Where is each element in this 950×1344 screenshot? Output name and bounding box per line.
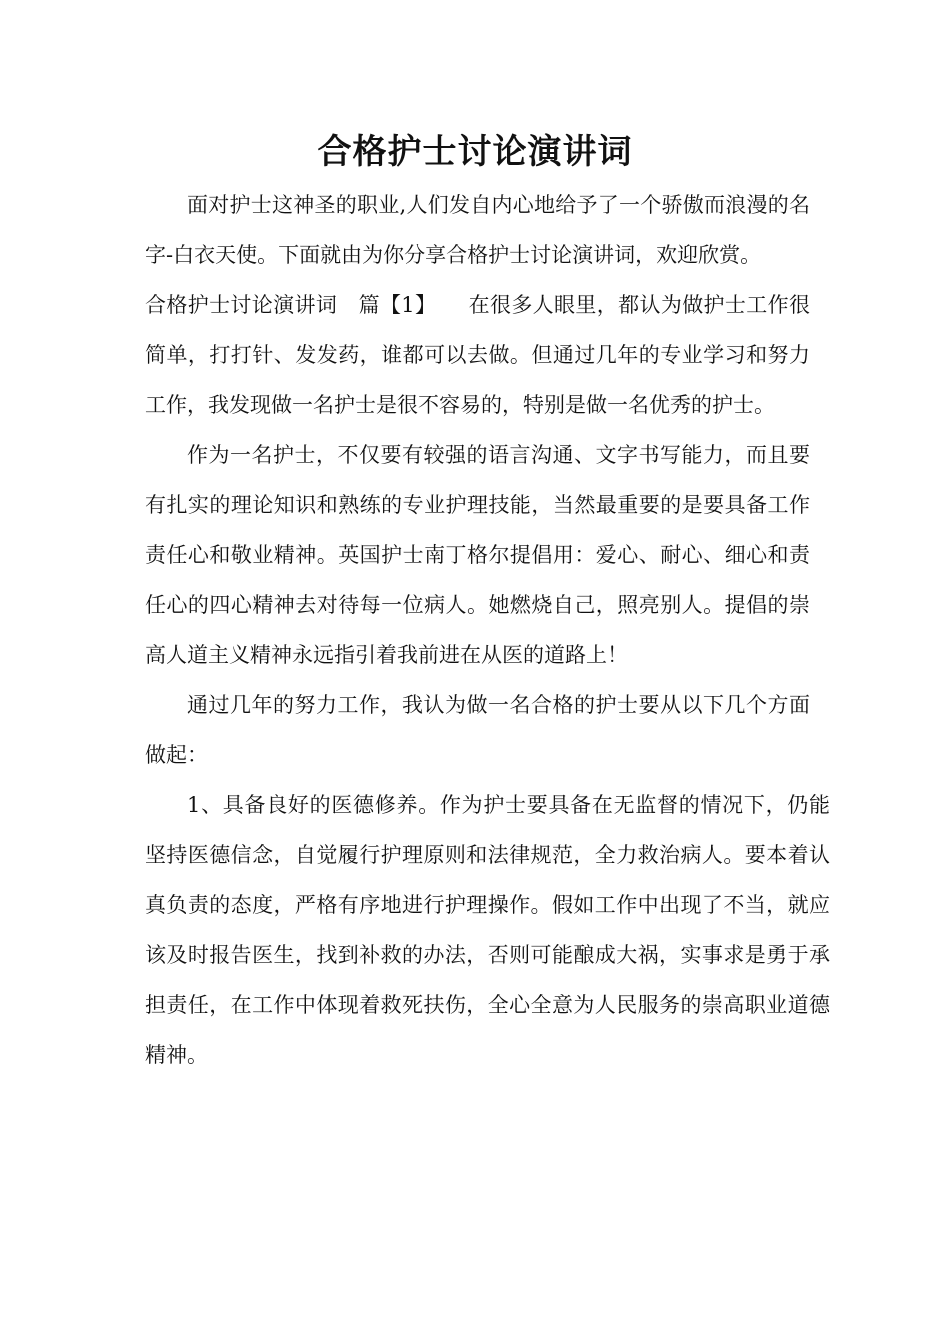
section-1-paragraph xyxy=(145,280,810,430)
intro-paragraph: 面对护士这神圣的职业,人们发自内心地给予了一个骄傲而浪漫的名字-白衣天使。下面就由为你分享合格护士讨论演讲词，欢迎欣赏。 xyxy=(145,193,810,267)
paragraph-3: 通过几年的努力工作，我认为做一名合格的护士要从以下几个方面做起： xyxy=(145,693,810,767)
paragraph-4: 1、具备良好的医德修养。作为护士要具备在无监督的情况下，仍能坚持医德信念，自觉履行护理原则和法律规范，全力救治病人。要本着认真负责的态度，严格有序地进行护理操作。假如工作中出现了不当，就应该及时报告医生，找到补救的办法，否则可能酿成大祸，实事求是勇于承担责任，在工作中体现着救死扶伤，全心全意为人民服务的崇高职业道德精神。 xyxy=(145,793,830,1067)
section-heading: 合格护士讨论演讲词 篇【1】 xyxy=(145,293,469,317)
document-title: 合格护士讨论演讲词 xyxy=(317,132,633,172)
section-first-paragraph: 在很多人眼里，都认为做护士工作很简单，打打针、发发药，谁都可以去做。但通过几年的专业学习和努力工作，我发现做一名护士是很不容易的，特别是做一名优秀的护士。 xyxy=(145,293,810,417)
paragraph-2: 作为一名护士，不仅要有较强的语言沟通、文字书写能力，而且要有扎实的理论知识和熟练的专业护理技能，当然最重要的是要具备工作责任心和敬业精神。英国护士南丁格尔提倡用：爱心、耐心、细心和责任心的四心精神去对待每一位病人。她燃烧自己，照亮别人。提倡的崇高人道主义精神永远指引着我前进在从医的道路上！ xyxy=(145,443,810,667)
document-body xyxy=(145,180,830,1080)
